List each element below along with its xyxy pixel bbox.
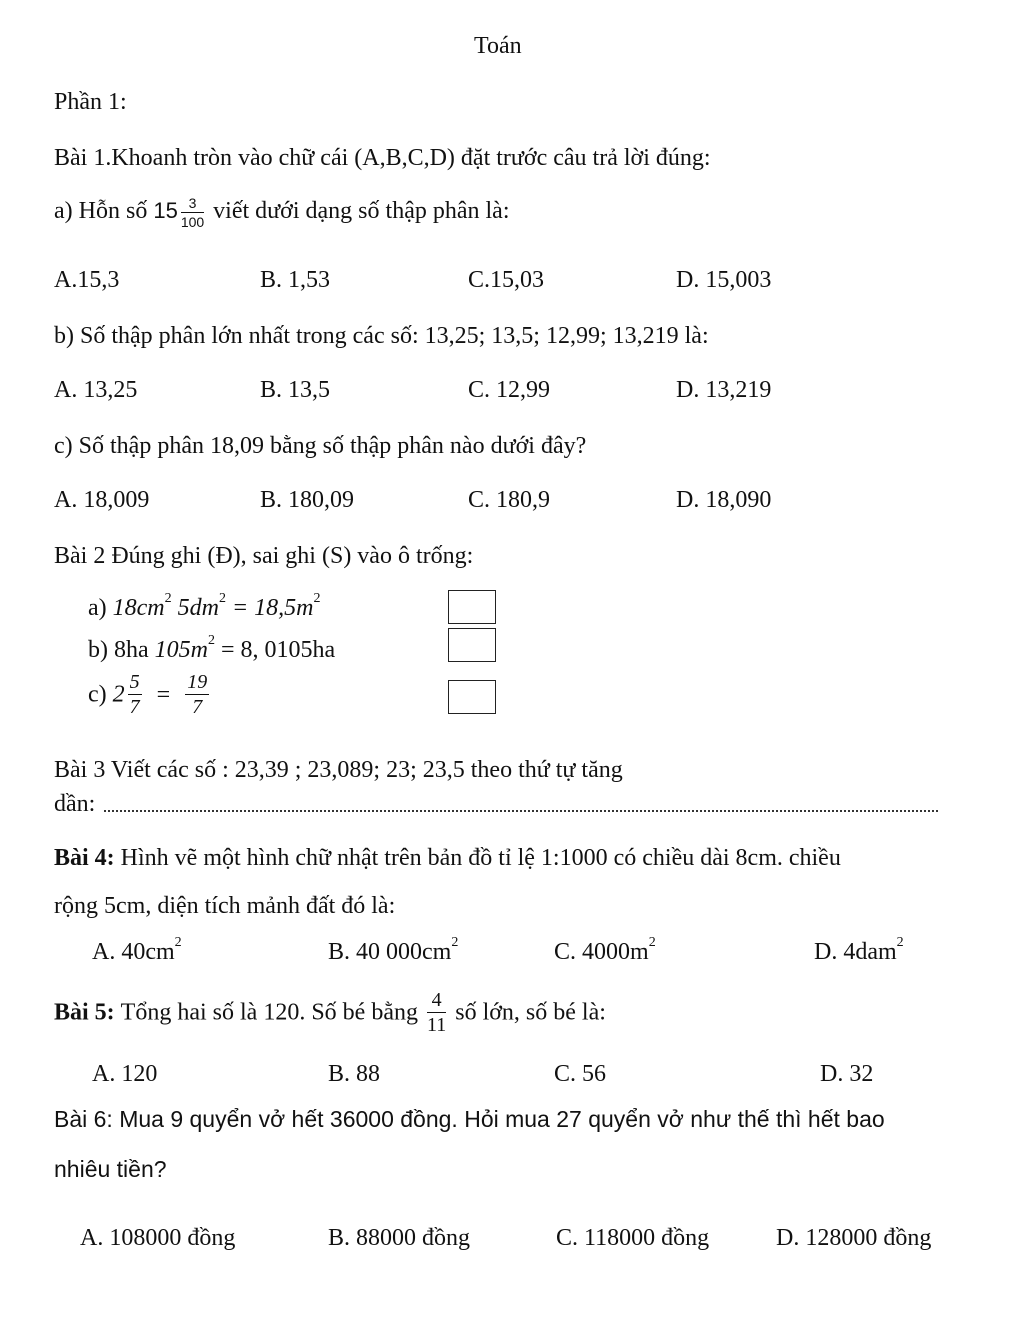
bai5-text1: Tổng hai số là 120. Số bé bằng bbox=[120, 999, 418, 1026]
bai2c-fraction2 bbox=[185, 672, 209, 717]
bai5-option-a: A. 120 bbox=[92, 1061, 158, 1087]
bai2a-answer-box[interactable] bbox=[448, 590, 496, 624]
bai2c-fraction1 bbox=[128, 672, 142, 717]
bai2a-lhs1: 18cm bbox=[112, 595, 165, 621]
bai1a-prefix: a) Hỗn số bbox=[54, 198, 148, 225]
bai1b-option-a: A. 13,25 bbox=[54, 377, 138, 403]
bai1-heading: Bài 1.Khoanh tròn vào chữ cái (A,B,C,D) đặt trước câu trả lời đúng: bbox=[54, 145, 711, 171]
bai2c-num1: 5 bbox=[129, 671, 140, 693]
bai4-option-c-exp: 2 bbox=[648, 935, 656, 950]
bai4-line1 bbox=[54, 846, 841, 870]
bai2c-answer-box[interactable] bbox=[448, 680, 496, 714]
bai3-line1: Bài 3 Viết các số : 23,39 ; 23,089; 23; 23,5 theo thứ tự tăng bbox=[54, 757, 623, 783]
bai4-text1: Hình vẽ một hình chữ nhật trên bản đồ tỉ lệ 1:1000 có chiều dài 8cm. chiều bbox=[120, 845, 841, 871]
bai4-label: Bài 4: bbox=[54, 845, 115, 871]
bai2c-equals: = bbox=[156, 681, 171, 708]
bai2b-text3: = 8, 0105ha bbox=[221, 637, 336, 663]
bai1a-option-d: D. 15,003 bbox=[676, 267, 772, 293]
bai4-line2: rộng 5cm, diện tích mảnh đất đó là: bbox=[54, 893, 396, 919]
bai2a-exp2: 2 bbox=[218, 591, 226, 606]
bai5-denominator: 11 bbox=[426, 1014, 447, 1036]
bai4-option-a-exp: 2 bbox=[174, 935, 182, 950]
part-heading: Phần 1: bbox=[54, 89, 127, 115]
bai1a-question bbox=[54, 196, 509, 229]
bai3-answer-line[interactable] bbox=[104, 810, 938, 812]
bai5-question bbox=[54, 990, 606, 1035]
bai1c-option-d: D. 18,090 bbox=[676, 487, 772, 513]
bai4-option-a bbox=[92, 935, 182, 965]
bai1b-option-c: C. 12,99 bbox=[468, 377, 551, 403]
bai2b-text2: 105m bbox=[154, 637, 208, 663]
bai1a-option-c: C.15,03 bbox=[468, 267, 545, 293]
bai1b-option-d: D. 13,219 bbox=[676, 377, 772, 403]
bai6-option-b: B. 88000 đồng bbox=[328, 1225, 471, 1251]
bai4-option-c-text: C. 4000m bbox=[554, 939, 649, 965]
bai2a-rhs: = 18,5m bbox=[231, 595, 314, 621]
bai3-line2: dần: bbox=[54, 791, 96, 817]
bai1c-option-c: C. 180,9 bbox=[468, 487, 551, 513]
bai2b-text1: 8ha bbox=[114, 637, 149, 663]
bai1b-question: b) Số thập phân lớn nhất trong các số: 13,25; 13,5; 12,99; 13,219 là: bbox=[54, 323, 709, 349]
bai2a-exp3: 2 bbox=[313, 591, 321, 606]
bai1a-option-b: B. 1,53 bbox=[260, 267, 331, 293]
bai2a-lhs2: 5dm bbox=[177, 595, 219, 621]
bai6-option-a: A. 108000 đồng bbox=[80, 1225, 236, 1251]
bai2b-label: b) bbox=[88, 637, 108, 663]
bai4-option-d-exp: 2 bbox=[896, 935, 904, 950]
bai2c-label: c) bbox=[88, 681, 107, 708]
bai5-numerator: 4 bbox=[427, 990, 446, 1013]
bai5-option-d: D. 32 bbox=[820, 1061, 874, 1087]
bai4-option-b-text: B. 40 000cm bbox=[328, 939, 452, 965]
bai6-option-c: C. 118000 đồng bbox=[556, 1225, 710, 1251]
bai1a-numerator: 3 bbox=[181, 196, 204, 213]
bai1b-option-b: B. 13,5 bbox=[260, 377, 331, 403]
bai2b-exp: 2 bbox=[208, 633, 215, 648]
bai1a-denominator: 100 bbox=[180, 214, 205, 230]
bai2c-den1: 7 bbox=[129, 696, 140, 718]
bai4-option-c bbox=[554, 935, 656, 965]
bai5-option-c: C. 56 bbox=[554, 1061, 607, 1087]
bai4-option-a-text: A. 40cm bbox=[92, 939, 175, 965]
bai2a-label: a) bbox=[88, 595, 107, 621]
bai1c-option-b: B. 180,09 bbox=[260, 487, 355, 513]
bai2c-den2: 7 bbox=[192, 696, 203, 718]
bai2c-statement bbox=[88, 672, 212, 717]
bai1a-whole: 15 bbox=[153, 198, 178, 224]
bai6-line1: Bài 6: Mua 9 quyển vở hết 36000 đồng. Hỏi mua 27 quyển vở như thế thì hết bao bbox=[54, 1106, 885, 1132]
bai2b-statement bbox=[88, 633, 336, 663]
bai4-option-d bbox=[814, 935, 904, 965]
bai2a-statement bbox=[88, 591, 321, 621]
bai4-option-d-text: D. 4dam bbox=[814, 939, 897, 965]
bai2c-whole: 2 bbox=[112, 681, 125, 708]
bai1c-question: c) Số thập phân 18,09 bằng số thập phân nào dưới đây? bbox=[54, 433, 587, 459]
bai5-label: Bài 5: bbox=[54, 999, 115, 1026]
bai2b-answer-box[interactable] bbox=[448, 628, 496, 662]
bai6-line2: nhiêu tiền? bbox=[54, 1156, 167, 1182]
bai4-option-b-exp: 2 bbox=[451, 935, 459, 950]
bai1a-option-a: A.15,3 bbox=[54, 267, 120, 293]
bai2a-exp1: 2 bbox=[164, 591, 172, 606]
bai5-text2: số lớn, số bé là: bbox=[455, 999, 606, 1026]
page-title: Toán bbox=[474, 33, 522, 59]
bai5-fraction bbox=[427, 990, 446, 1035]
bai5-option-b: B. 88 bbox=[328, 1061, 381, 1087]
bai1c-option-a: A. 18,009 bbox=[54, 487, 150, 513]
bai1a-suffix: viết dưới dạng số thập phân là: bbox=[213, 198, 510, 225]
bai6-option-d: D. 128000 đồng bbox=[776, 1225, 932, 1251]
bai4-option-b bbox=[328, 935, 459, 965]
bai2c-num2: 19 bbox=[187, 671, 208, 693]
bai2-heading: Bài 2 Đúng ghi (Đ), sai ghi (S) vào ô trống: bbox=[54, 543, 474, 569]
bai1a-fraction bbox=[181, 196, 204, 229]
